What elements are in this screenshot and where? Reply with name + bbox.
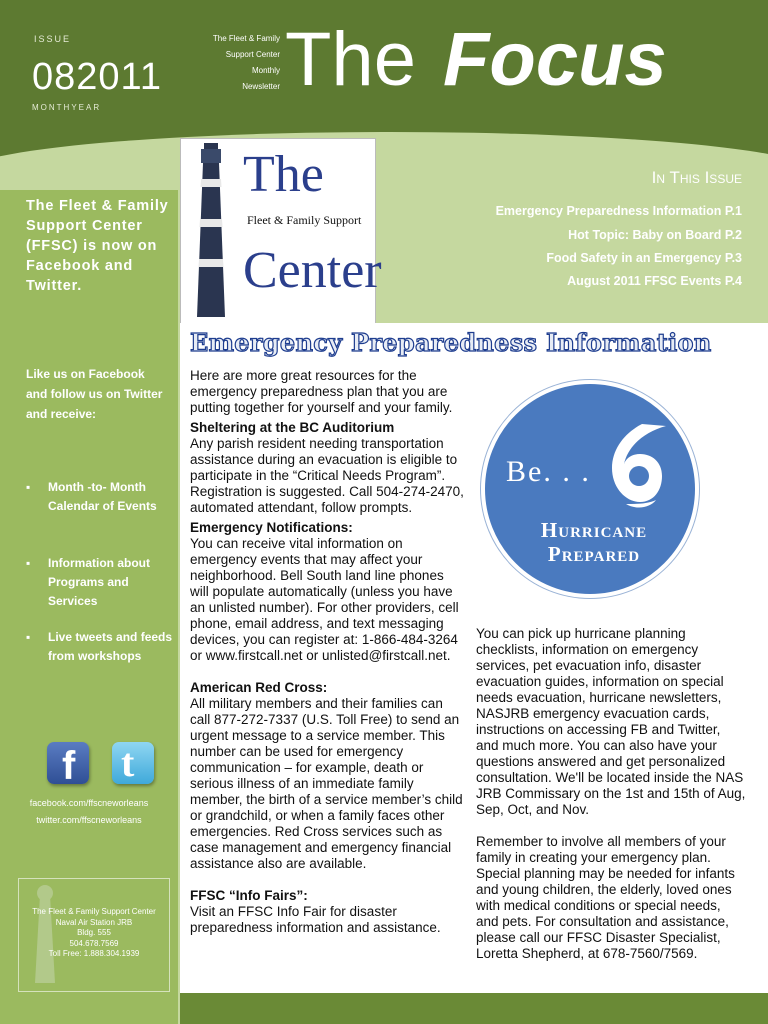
- infofair-heading: FFSC “Info Fairs”:: [190, 888, 308, 903]
- bullet-icon: ▪: [26, 630, 31, 644]
- facebook-icon[interactable]: f: [47, 742, 89, 784]
- newsletter-title-focus: Focus: [443, 17, 667, 102]
- contact-line-5: Toll Free: 1.888.304.1939: [48, 949, 140, 958]
- sidebar-like-text: Like us on Facebook and follow us on Twitter and receive:: [26, 367, 163, 421]
- badge-hurricane-text: Hurricane: [540, 518, 648, 542]
- subtitle-line-1: The Fleet & Family: [212, 34, 280, 43]
- article-right-column: [476, 626, 746, 962]
- toc-item-1[interactable]: Emergency Preparedness Information P.1: [495, 204, 742, 218]
- issue-number: 082011: [32, 56, 162, 98]
- logo-subtitle: Fleet & Family Support: [247, 213, 362, 227]
- right-paragraph-1: You can pick up hurricane planning checklists, information on emergency services, pet evacuation info, disaster evacuation guides, information on special needs evacuation, hurricane newsletters, NASJRB emergency evacuation cards, instructions on accessing FB and Twitter, and much more. You can also have your questions answered and get personalized consultation. We'll be located inside the NAS JRB Commissary on the 1st and 15th of Aug, Sep, Oct, and Nov.: [476, 626, 746, 817]
- twitter-link[interactable]: twitter.com/ffscneworleans: [36, 815, 142, 825]
- toc-item-3[interactable]: Food Safety in an Emergency P.3: [546, 251, 742, 265]
- sidebar-headline: The Fleet & Family Support Center (FFSC) is now on Facebook and Twitter.: [26, 198, 169, 294]
- shelter-body: Any parish resident needing transportation assistance during an evacuation is eligible to participate in the “Critical Needs Program”. Registration is suggested. Call 504-274-2470, automated attendant, follow prompts.: [190, 436, 464, 515]
- monthyear-label: MONTHYEAR: [32, 103, 102, 112]
- sidebar-bullet-3: ▪ Live tweets and feeds from workshops: [26, 630, 173, 663]
- notifications-heading: Emergency Notifications:: [190, 520, 353, 535]
- contact-line-4: 504.678.7569: [69, 938, 119, 948]
- contact-line-3: Bldg. 555: [77, 928, 111, 937]
- subtitle-line-4: Newsletter: [242, 82, 280, 91]
- contact-box: [18, 878, 170, 992]
- article-left-column: [190, 368, 465, 936]
- article-intro: Here are more great resources for the emergency preparedness plan that you are putting together for yourself and your family.: [190, 368, 453, 415]
- bullet-icon: ▪: [26, 480, 31, 494]
- badge-be-text: Be. . .: [506, 455, 591, 488]
- issue-label: ISSUE: [34, 34, 72, 44]
- sidebar-bullet-2: ▪ Information about Programs and Services: [26, 556, 150, 608]
- logo-the: The: [243, 146, 324, 203]
- bullet-icon: ▪: [26, 556, 31, 570]
- contact-line-2: Naval Air Station JRB: [55, 917, 133, 927]
- article-headline: Emergency Preparedness Information: [190, 328, 712, 357]
- in-this-issue-title: In This Issue: [651, 168, 742, 187]
- footer-bar: [180, 993, 768, 1024]
- contact-line-1: The Fleet & Family Support Center: [32, 907, 156, 916]
- redcross-body: All military members and their families can call 877-272-7337 (U.S. Toll Free) to send an urgent message to a service member. This number can be used for emergency communication – for example, death or serious illness of an immediate family member, the birth of a service member’s child or grandchild, or when a family faces other emergencies. Red Cross services such as case management and emergency financial assistance also are available.: [190, 696, 463, 871]
- toc-item-2[interactable]: Hot Topic: Baby on Board P.2: [568, 228, 742, 242]
- logo-center: Center: [243, 242, 382, 299]
- infofair-body: Visit an FFSC Info Fair for disaster preparedness information and assistance.: [190, 904, 441, 935]
- sidebar-bullet-1: ▪ Month -to- Month Calendar of Events: [26, 480, 157, 513]
- newsletter-title-the: The: [285, 17, 416, 102]
- subtitle-line-3: Monthly: [251, 66, 280, 75]
- shelter-heading: Sheltering at the BC Auditorium: [190, 420, 395, 435]
- subtitle-line-2: Support Center: [225, 50, 280, 59]
- right-paragraph-2: Remember to involve all members of your family in creating your emergency plan. Special planning may be needed for infants and young children, the elderly, loved ones with medical conditions or special needs, and pets. For consultation and assistance, please call our FFSC Disaster Specialist, Loretta Shepherd, at 678-7560/7569.: [476, 834, 735, 961]
- hurricane-icon: [596, 418, 672, 510]
- badge-prepared-text: Prepared: [547, 542, 641, 566]
- twitter-icon[interactable]: t: [112, 742, 154, 784]
- redcross-heading: American Red Cross:: [190, 680, 328, 695]
- notifications-body: You can receive vital information on emergency events that may affect your neighborhood. Bell South land line phones will populate automatically (unless you have an unlisted number). For other providers, cell phone, email address, and text messaging devices, you can register at: 1-866-484-3264 or www.firstcall.net or unlisted@firstcall.net.: [190, 536, 459, 663]
- facebook-link[interactable]: facebook.com/ffscneworleans: [29, 798, 149, 808]
- center-logo: [180, 138, 382, 324]
- toc-item-4[interactable]: August 2011 FFSC Events P.4: [567, 274, 742, 288]
